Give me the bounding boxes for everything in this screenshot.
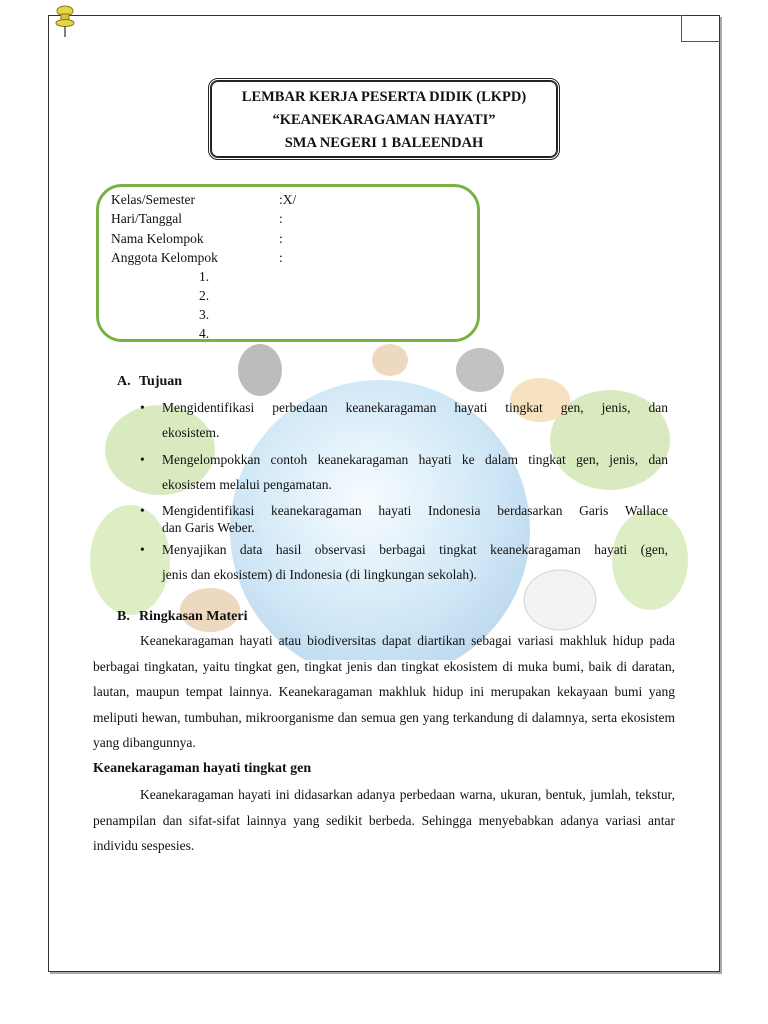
title-line-1: LEMBAR KERJA PESERTA DIDIK (LKPD) <box>241 89 527 105</box>
document-title-box <box>208 78 560 160</box>
genetic-diversity-heading: Keanekaragaman hayati tingkat gen <box>93 761 312 776</box>
title-line-2: “KEANEKARAGAMAN HAYATI” <box>272 112 496 128</box>
title-line-3: SMA NEGERI 1 BALEENDAH <box>284 135 484 151</box>
pushpin-icon <box>52 4 78 38</box>
bullet-icon: • <box>140 452 145 467</box>
genetic-diversity-paragraph: Keanekaragaman hayati ini didasarkan adanya perbedaan warna, ukuran, bentuk, jumlah, tekstur, penampilan dan sifat-sifat lainnya yang sedikit berbeda. Sehingga menyebabkan adanya variasi antar individu sespesies. <box>93 787 675 853</box>
member-number: 3. <box>199 307 210 322</box>
page-fold-corner <box>681 15 720 42</box>
bullet-icon: • <box>140 400 145 415</box>
member-number: 1. <box>199 269 210 284</box>
member-number: 4. <box>199 326 210 341</box>
bullet-icon: • <box>140 542 145 557</box>
member-number: 2. <box>199 288 210 303</box>
summary-paragraph: Keanekaragaman hayati atau biodiversitas dapat diartikan sebagai variasi makhluk hidup pada berbagai tingkatan, yaitu tingkat gen, tingkat jenis dan tingkat ekosistem di muka bumi, baik di daratan, lautan, maupun tempat lainnya. Keanekaragaman makhluk hidup ini merupakan kekayaan bumi yang meliputi hewan, tumbuhan, mikroorganisme dan semua gen yang terkandung di dalamnya, serta ekosistem yang dibangunnya. <box>93 633 675 750</box>
bullet-icon: • <box>140 503 145 518</box>
